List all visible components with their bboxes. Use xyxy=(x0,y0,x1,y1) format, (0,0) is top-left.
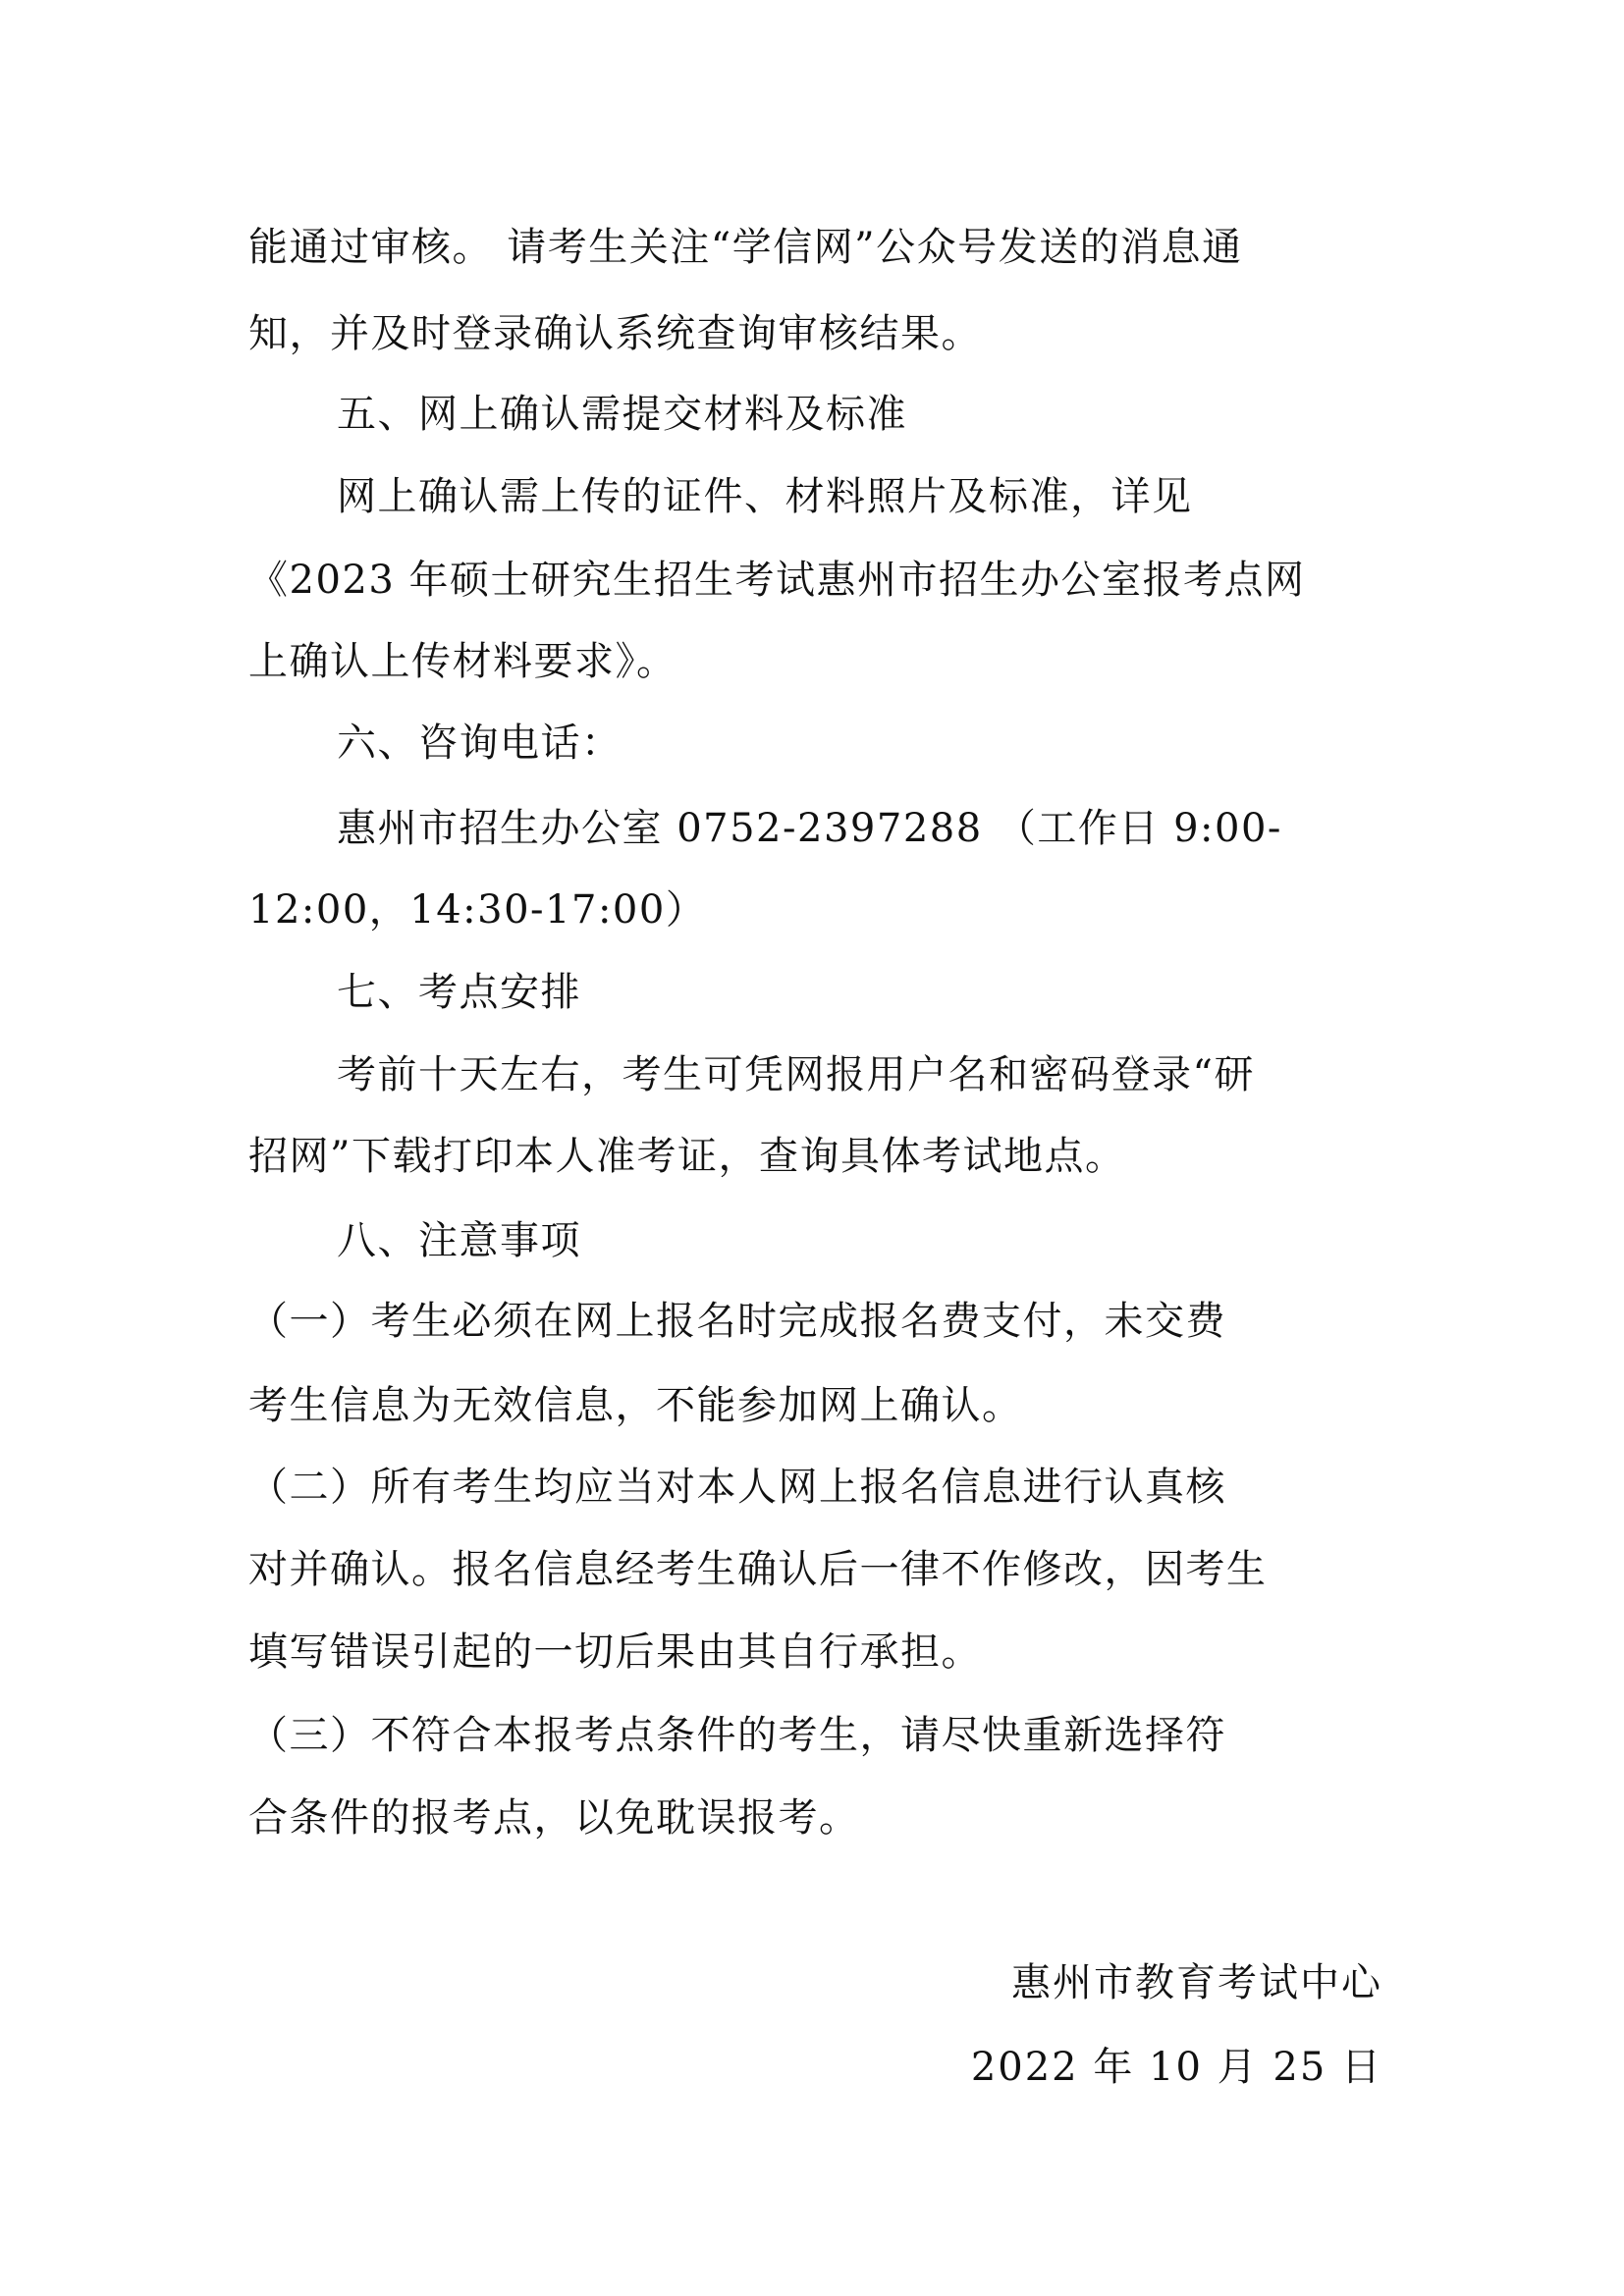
note-2-line-2: 对并确认。报名信息经考生确认后一律不作修改，因考生 xyxy=(248,1547,1268,1592)
body-line-5: 《2023 年硕士研究生招生考试惠州市招生办公室报考点网 xyxy=(248,558,1306,603)
signature-date: 2022 年 10 月 25 日 xyxy=(970,2045,1382,2090)
section-heading-8: 八、注意事项 xyxy=(337,1218,581,1263)
note-2-line-1: （二）所有考生均应当对本人网上报名信息进行认真核 xyxy=(248,1465,1226,1510)
body-line-4: 网上确认需上传的证件、材料照片及标准，详见 xyxy=(337,474,1193,519)
body-line-11: 考前十天左右，考生可凭网报用户名和密码登录“研 xyxy=(337,1052,1255,1097)
note-2-line-3: 填写错误引起的一切后果由其自行承担。 xyxy=(248,1629,982,1675)
note-3-line-2: 合条件的报考点，以免耽误报考。 xyxy=(248,1795,860,1841)
note-1-line-2: 考生信息为无效信息，不能参加网上确认。 xyxy=(248,1383,1023,1428)
body-line-2: 知，并及时登录确认系统查询审核结果。 xyxy=(248,311,982,356)
contact-phone-line: 惠州市招生办公室 0752-2397288 （工作日 9:00- xyxy=(337,806,1282,851)
section-heading-6: 六、咨询电话： xyxy=(337,721,623,766)
section-heading-7: 七、考点安排 xyxy=(337,970,581,1015)
signature-organization: 惠州市教育考试中心 xyxy=(1011,1960,1382,2005)
body-line-1: 能通过审核。 请考生关注“学信网”公众号发送的消息通 xyxy=(248,225,1243,270)
note-1-line-1: （一）考生必须在网上报名时完成报名费支付，未交费 xyxy=(248,1299,1226,1344)
section-heading-5: 五、网上确认需提交材料及标准 xyxy=(337,392,907,437)
body-line-12: 招网”下载打印本人准考证，查询具体考试地点。 xyxy=(248,1134,1126,1179)
contact-hours-line: 12:00，14:30-17:00） xyxy=(248,887,707,933)
body-line-6: 上确认上传材料要求》。 xyxy=(248,639,677,684)
note-3-line-1: （三）不符合本报考点条件的考生，请尽快重新选择符 xyxy=(248,1713,1226,1758)
